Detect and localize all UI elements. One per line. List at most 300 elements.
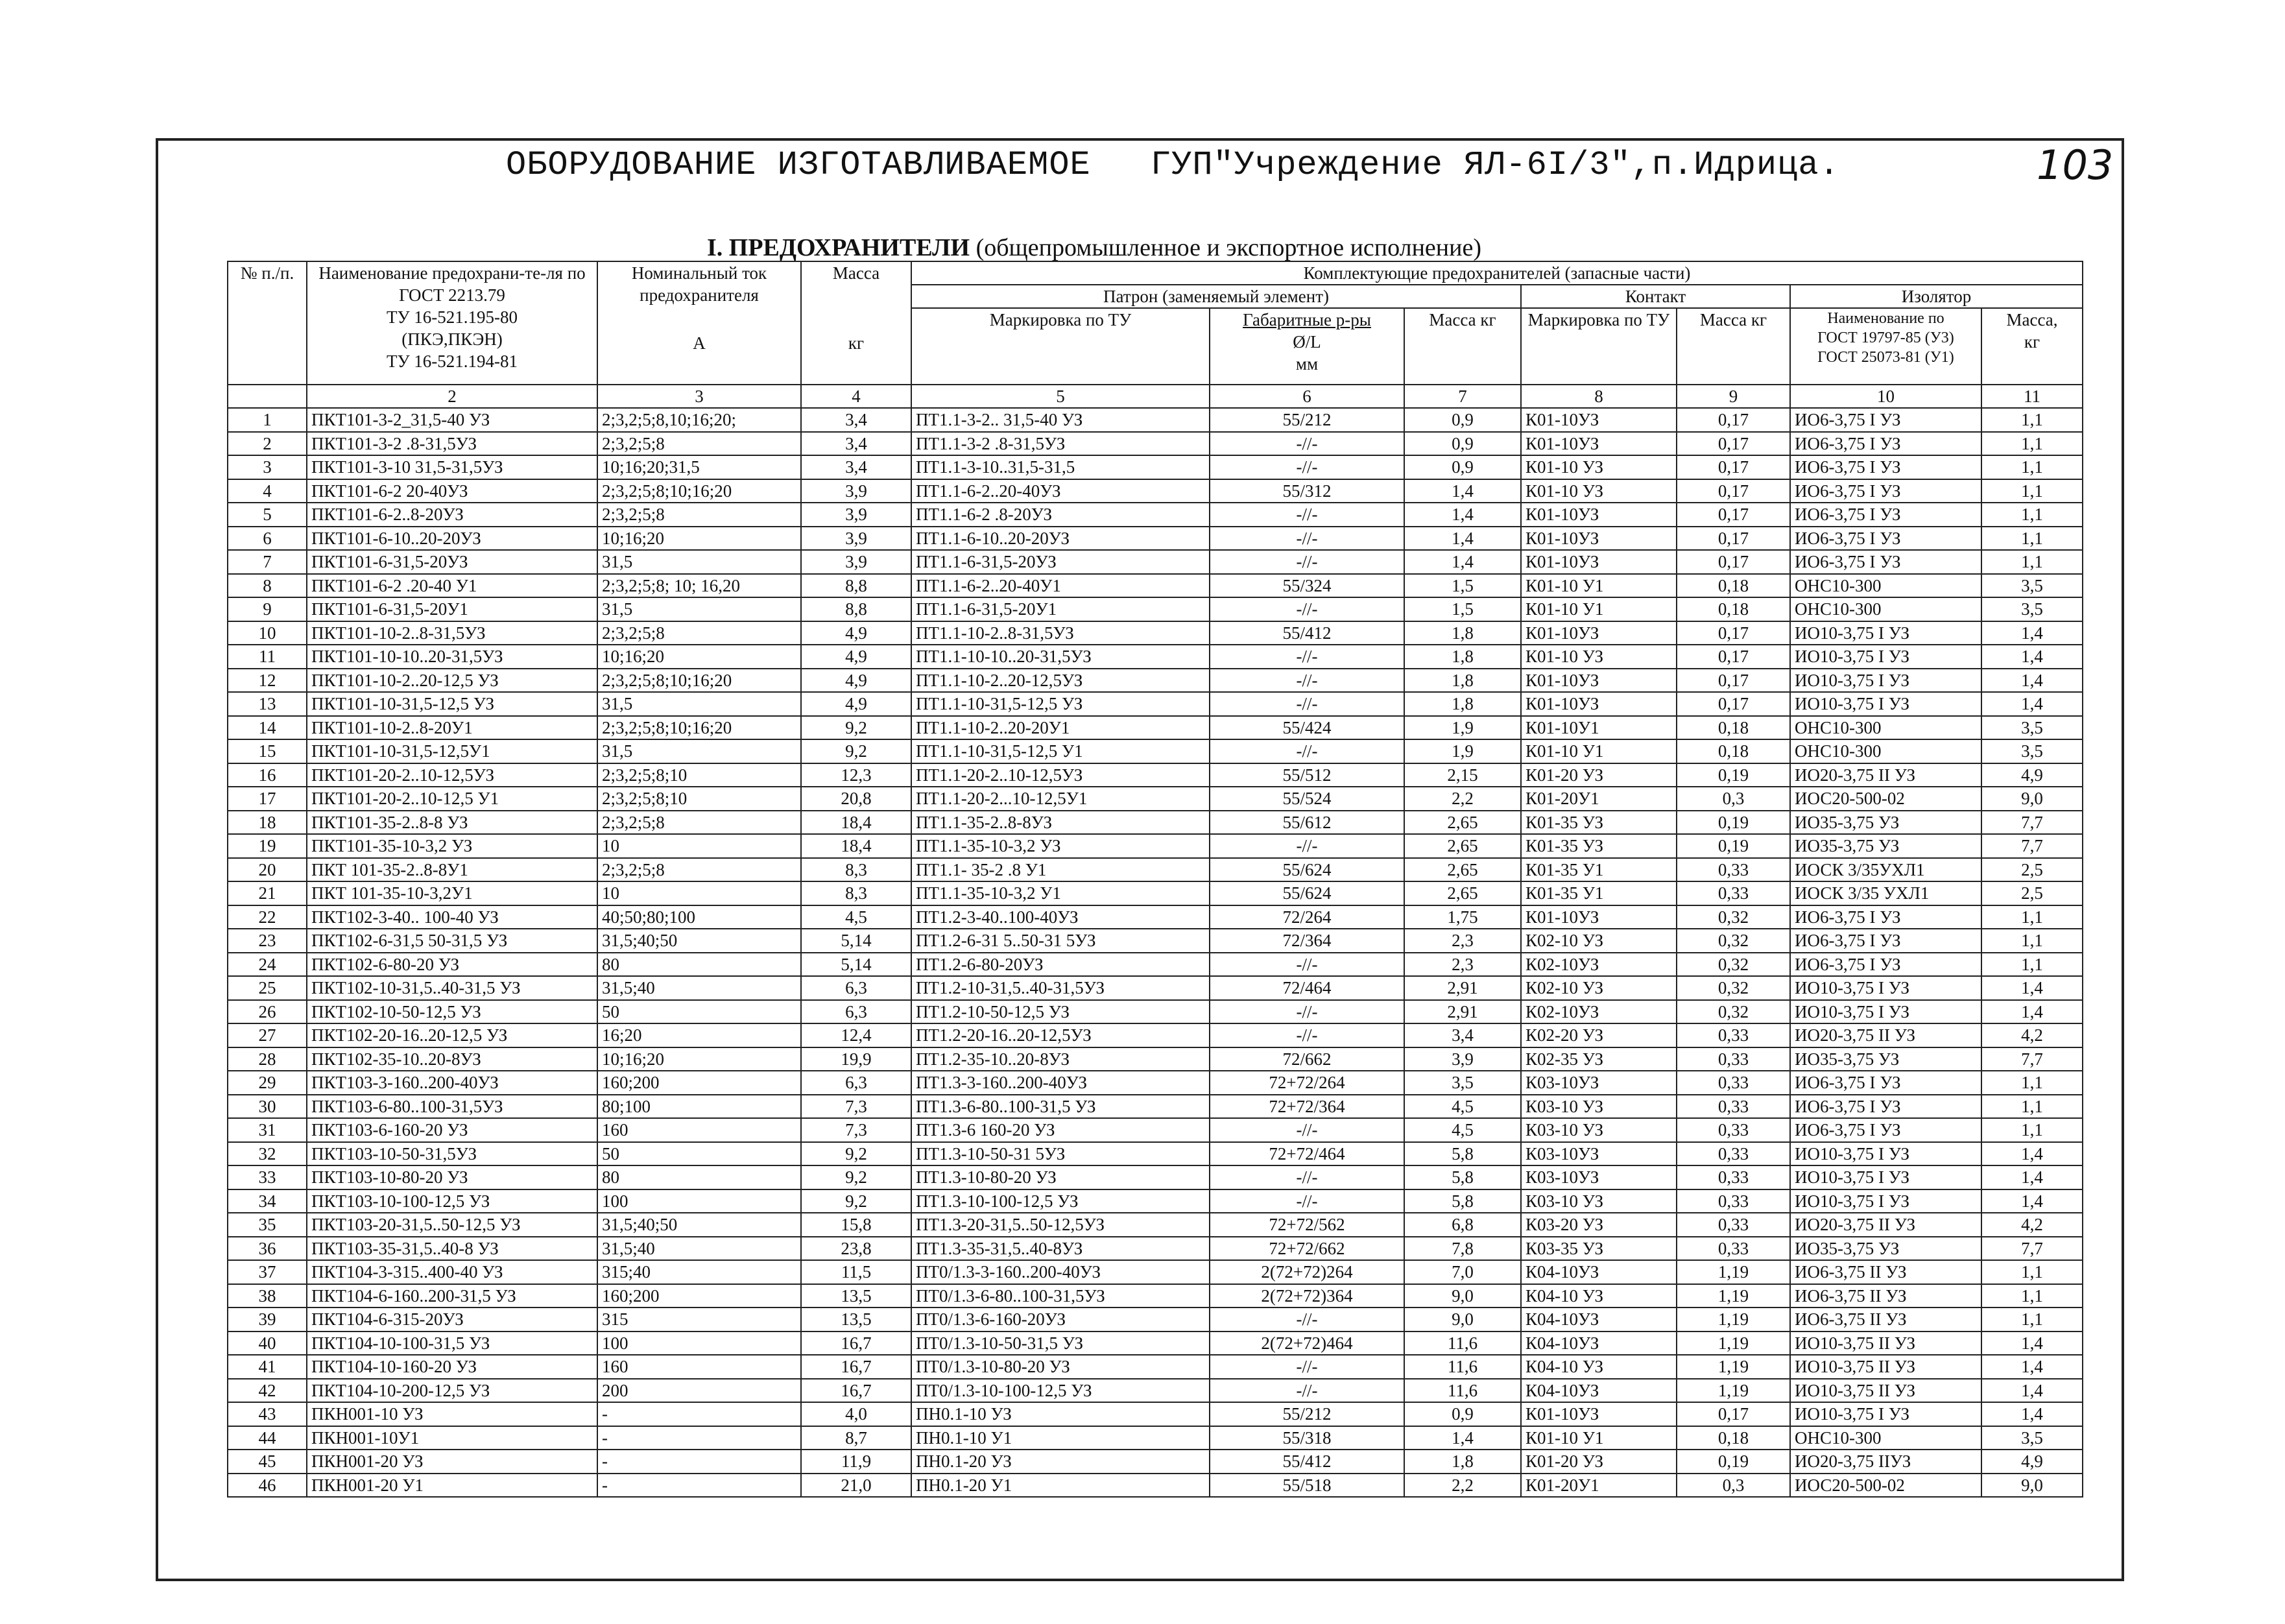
contact-marking-cell: К01-10УЗ xyxy=(1521,408,1677,432)
fuse-mass-cell: 9,2 xyxy=(801,1142,911,1166)
col-index-4: 4 xyxy=(801,385,911,408)
cartridge-mass-cell: 1,5 xyxy=(1404,574,1521,598)
row-number-cell: 23 xyxy=(228,929,307,953)
fuse-mass-cell: 4,9 xyxy=(801,645,911,669)
contact-marking-cell: К02-10 УЗ xyxy=(1521,976,1677,1000)
cartridge-marking-cell: ПТ1.1-10-2..20-20У1 xyxy=(911,716,1210,740)
contact-marking-cell: К01-10УЗ xyxy=(1521,1402,1677,1426)
fuse-mass-cell: 3,4 xyxy=(801,432,911,456)
insulator-mass-cell: 1,1 xyxy=(1981,503,2083,527)
col-header-current-label: Номинальный ток предохранителя xyxy=(631,263,767,305)
contact-mass-cell: 1,19 xyxy=(1677,1379,1790,1403)
row-number-cell: 22 xyxy=(228,905,307,929)
insulator-mass-cell: 7,7 xyxy=(1981,1047,2083,1071)
cartridge-mass-cell: 1,8 xyxy=(1404,645,1521,669)
contact-marking-cell: К04-10 УЗ xyxy=(1521,1284,1677,1308)
insulator-mass-cell: 3,5 xyxy=(1981,716,2083,740)
contact-marking-cell: К01-10 УЗ xyxy=(1521,455,1677,479)
row-number-cell: 33 xyxy=(228,1165,307,1189)
table-row xyxy=(228,1165,2083,1189)
table-row xyxy=(228,953,2083,977)
col-header-contact-marking: Маркировка по ТУ xyxy=(1521,308,1677,385)
fuse-mass-cell: 18,4 xyxy=(801,834,911,858)
cartridge-dimensions-cell: 55/212 xyxy=(1210,408,1404,432)
cartridge-mass-cell: 2,65 xyxy=(1404,858,1521,882)
table-row xyxy=(228,479,2083,503)
cartridge-mass-cell: 2,91 xyxy=(1404,1000,1521,1024)
contact-mass-cell: 0,17 xyxy=(1677,645,1790,669)
cartridge-dimensions-cell: 72+72/662 xyxy=(1210,1237,1404,1261)
contact-marking-cell: К01-20У1 xyxy=(1521,1474,1677,1498)
table-row xyxy=(228,1237,2083,1261)
cartridge-dimensions-cell: 72/264 xyxy=(1210,905,1404,929)
col-index-10: 10 xyxy=(1790,385,1981,408)
row-number-cell: 27 xyxy=(228,1023,307,1047)
col-header-ins-mass-unit: кг xyxy=(2024,332,2040,352)
cartridge-mass-cell: 2,65 xyxy=(1404,811,1521,835)
row-number-cell: 35 xyxy=(228,1213,307,1237)
table-row xyxy=(228,716,2083,740)
table-row xyxy=(228,1402,2083,1426)
table-row xyxy=(228,1189,2083,1213)
table-row xyxy=(228,881,2083,905)
insulator-name-cell: ИО6-3,75 II УЗ xyxy=(1790,1308,1981,1331)
fuse-name-cell: ПКТ102-20-16..20-12,5 УЗ xyxy=(307,1023,597,1047)
contact-mass-cell: 0,33 xyxy=(1677,881,1790,905)
col-header-insulator-mass xyxy=(1981,308,2083,385)
row-number-cell: 28 xyxy=(228,1047,307,1071)
fuse-name-cell: ПКТ 101-35-10-3,2У1 xyxy=(307,881,597,905)
cartridge-dimensions-cell: 72+72/464 xyxy=(1210,1142,1404,1166)
contact-marking-cell: К04-10УЗ xyxy=(1521,1308,1677,1331)
rated-current-cell: 2;3,2;5;8 xyxy=(597,503,801,527)
cartridge-dimensions-cell: 72/464 xyxy=(1210,976,1404,1000)
col-header-contact: Контакт xyxy=(1521,285,1790,308)
rated-current-cell: 80 xyxy=(597,1165,801,1189)
col-header-components: Комплектующие предохранителей (запасные части) xyxy=(911,261,2083,285)
cartridge-dimensions-cell: -//- xyxy=(1210,645,1404,669)
cartridge-mass-cell: 2,15 xyxy=(1404,763,1521,787)
fuse-name-cell: ПКТ 101-35-2..8-8У1 xyxy=(307,858,597,882)
fuse-mass-cell: 4,0 xyxy=(801,1402,911,1426)
cartridge-marking-cell: ПН0.1-10 У1 xyxy=(911,1426,1210,1450)
contact-mass-cell: 0,32 xyxy=(1677,905,1790,929)
insulator-name-cell: ОНС10-300 xyxy=(1790,574,1981,598)
row-number-cell: 24 xyxy=(228,953,307,977)
cartridge-marking-cell: ПТ1.3-10-50-31 5УЗ xyxy=(911,1142,1210,1166)
fuse-mass-cell: 13,5 xyxy=(801,1308,911,1331)
cartridge-dimensions-cell: 55/424 xyxy=(1210,716,1404,740)
insulator-name-cell: ОНС10-300 xyxy=(1790,739,1981,763)
row-number-cell: 15 xyxy=(228,739,307,763)
contact-marking-cell: К01-10УЗ xyxy=(1521,550,1677,574)
rated-current-cell: 10;16;20 xyxy=(597,645,801,669)
contact-marking-cell: К01-10УЗ xyxy=(1521,527,1677,551)
contact-marking-cell: К03-10УЗ xyxy=(1521,1165,1677,1189)
insulator-name-cell: ИО10-3,75 II УЗ xyxy=(1790,1331,1981,1355)
fuse-mass-cell: 20,8 xyxy=(801,787,911,811)
contact-mass-cell: 0,18 xyxy=(1677,716,1790,740)
row-number-cell: 31 xyxy=(228,1118,307,1142)
rated-current-cell: 2;3,2;5;8 xyxy=(597,621,801,645)
col-header-name xyxy=(307,261,597,385)
rated-current-cell: 50 xyxy=(597,1000,801,1024)
rated-current-cell: 80 xyxy=(597,953,801,977)
cartridge-dimensions-cell: -//- xyxy=(1210,1023,1404,1047)
cartridge-dimensions-cell: -//- xyxy=(1210,1118,1404,1142)
rated-current-cell: 160;200 xyxy=(597,1284,801,1308)
rated-current-cell: 31,5 xyxy=(597,550,801,574)
table-row xyxy=(228,1450,2083,1474)
cartridge-dimensions-cell: 2(72+72)264 xyxy=(1210,1260,1404,1284)
cartridge-dimensions-cell: 55/212 xyxy=(1210,1402,1404,1426)
row-number-cell: 6 xyxy=(228,527,307,551)
contact-marking-cell: К03-10 УЗ xyxy=(1521,1189,1677,1213)
row-number-cell: 46 xyxy=(228,1474,307,1498)
fuse-mass-cell: 3,9 xyxy=(801,550,911,574)
cartridge-marking-cell: ПТ1.3-3-160..200-40УЗ xyxy=(911,1071,1210,1095)
table-row xyxy=(228,739,2083,763)
cartridge-dimensions-cell: -//- xyxy=(1210,1000,1404,1024)
contact-mass-cell: 0,33 xyxy=(1677,1237,1790,1261)
insulator-mass-cell: 1,1 xyxy=(1981,1308,2083,1331)
insulator-name-cell: ИО6-3,75 II УЗ xyxy=(1790,1284,1981,1308)
insulator-mass-cell: 1,1 xyxy=(1981,408,2083,432)
insulator-mass-cell: 1,4 xyxy=(1981,1142,2083,1166)
contact-mass-cell: 1,19 xyxy=(1677,1260,1790,1284)
table-row xyxy=(228,503,2083,527)
fuse-name-cell: ПКТ102-6-80-20 УЗ xyxy=(307,953,597,977)
row-number-cell: 44 xyxy=(228,1426,307,1450)
cartridge-marking-cell: ПТ0/1.3-6-160-20УЗ xyxy=(911,1308,1210,1331)
col-header-mass-unit: кг xyxy=(848,333,865,353)
rated-current-cell: 31,5 xyxy=(597,692,801,716)
cartridge-marking-cell: ПН0.1-20 У1 xyxy=(911,1474,1210,1498)
contact-mass-cell: 0,17 xyxy=(1677,1402,1790,1426)
cartridge-mass-cell: 9,0 xyxy=(1404,1308,1521,1331)
cartridge-marking-cell: ПТ1.1-6-2 .8-20УЗ xyxy=(911,503,1210,527)
cartridge-marking-cell: ПТ1.1-3-2.. 31,5-40 УЗ xyxy=(911,408,1210,432)
cartridge-dimensions-cell: 72+72/264 xyxy=(1210,1071,1404,1095)
contact-marking-cell: К01-10У1 xyxy=(1521,716,1677,740)
cartridge-mass-cell: 5,8 xyxy=(1404,1142,1521,1166)
table-row xyxy=(228,597,2083,621)
cartridge-mass-cell: 3,9 xyxy=(1404,1047,1521,1071)
cartridge-mass-cell: 0,9 xyxy=(1404,432,1521,456)
fuse-name-cell: ПКТ103-3-160..200-40УЗ xyxy=(307,1071,597,1095)
table-row xyxy=(228,763,2083,787)
rated-current-cell: 315;40 xyxy=(597,1260,801,1284)
contact-mass-cell: 0,17 xyxy=(1677,692,1790,716)
insulator-mass-cell: 1,1 xyxy=(1981,550,2083,574)
fuse-name-cell: ПКТ101-20-2..10-12,5УЗ xyxy=(307,763,597,787)
fuse-mass-cell: 23,8 xyxy=(801,1237,911,1261)
contact-mass-cell: 0,33 xyxy=(1677,1142,1790,1166)
insulator-name-cell: ИО10-3,75 I УЗ xyxy=(1790,692,1981,716)
cartridge-mass-cell: 1,8 xyxy=(1404,692,1521,716)
contact-marking-cell: К03-10УЗ xyxy=(1521,1142,1677,1166)
col-header-name-line2: ТУ 16-521.195-80 xyxy=(386,307,518,327)
fuse-mass-cell: 7,3 xyxy=(801,1118,911,1142)
insulator-mass-cell: 1,1 xyxy=(1981,527,2083,551)
fuse-name-cell: ПКТ101-10-31,5-12,5У1 xyxy=(307,739,597,763)
insulator-mass-cell: 1,4 xyxy=(1981,645,2083,669)
cartridge-marking-cell: ПТ1.1- 35-2 .8 У1 xyxy=(911,858,1210,882)
contact-marking-cell: К01-10 У1 xyxy=(1521,739,1677,763)
fuse-name-cell: ПКН001-20 УЗ xyxy=(307,1450,597,1474)
table-row xyxy=(228,1071,2083,1095)
contact-marking-cell: К01-10 УЗ xyxy=(1521,645,1677,669)
col-index-2: 2 xyxy=(307,385,597,408)
insulator-name-cell: ИО35-3,75 УЗ xyxy=(1790,1047,1981,1071)
cartridge-mass-cell: 2,65 xyxy=(1404,834,1521,858)
contact-marking-cell: К01-10УЗ xyxy=(1521,503,1677,527)
fuse-name-cell: ПКТ101-6-2 .20-40 У1 xyxy=(307,574,597,598)
contact-mass-cell: 0,17 xyxy=(1677,455,1790,479)
insulator-mass-cell: 1,1 xyxy=(1981,432,2083,456)
cartridge-dimensions-cell: -//- xyxy=(1210,527,1404,551)
insulator-name-cell: ИО6-3,75 I УЗ xyxy=(1790,527,1981,551)
row-number-cell: 11 xyxy=(228,645,307,669)
col-header-cartridge-dimensions xyxy=(1210,308,1404,385)
fuse-name-cell: ПКТ104-10-100-31,5 УЗ xyxy=(307,1331,597,1355)
contact-mass-cell: 0,33 xyxy=(1677,1071,1790,1095)
row-number-cell: 14 xyxy=(228,716,307,740)
contact-marking-cell: К01-10УЗ xyxy=(1521,669,1677,693)
table-row xyxy=(228,1379,2083,1403)
rated-current-cell: 2;3,2;5;8 xyxy=(597,858,801,882)
insulator-name-cell: ИО6-3,75 I УЗ xyxy=(1790,503,1981,527)
table-row xyxy=(228,1095,2083,1119)
contact-marking-cell: К01-20У1 xyxy=(1521,787,1677,811)
cartridge-marking-cell: ПТ0/1.3-3-160..200-40УЗ xyxy=(911,1260,1210,1284)
contact-mass-cell: 0,18 xyxy=(1677,739,1790,763)
frame-left-border xyxy=(156,138,158,1581)
insulator-name-cell: ИО10-3,75 I УЗ xyxy=(1790,1402,1981,1426)
cartridge-dimensions-cell: 55/512 xyxy=(1210,763,1404,787)
insulator-mass-cell: 1,4 xyxy=(1981,669,2083,693)
col-header-num: № п./п. xyxy=(228,261,307,385)
fuse-name-cell: ПКТ104-3-315..400-40 УЗ xyxy=(307,1260,597,1284)
cartridge-mass-cell: 3,5 xyxy=(1404,1071,1521,1095)
cartridge-marking-cell: ПТ1.2-35-10..20-8УЗ xyxy=(911,1047,1210,1071)
cartridge-dimensions-cell: 55/318 xyxy=(1210,1426,1404,1450)
contact-marking-cell: К02-20 УЗ xyxy=(1521,1023,1677,1047)
col-header-mass-label: Масса xyxy=(832,263,880,283)
insulator-name-cell: ИО6-3,75 I УЗ xyxy=(1790,479,1981,503)
fuse-mass-cell: 8,3 xyxy=(801,858,911,882)
insulator-mass-cell: 7,7 xyxy=(1981,811,2083,835)
table-row xyxy=(228,1284,2083,1308)
rated-current-cell: 2;3,2;5;8;10;16;20 xyxy=(597,669,801,693)
insulator-name-cell: ИО6-3,75 II УЗ xyxy=(1790,1260,1981,1284)
cartridge-mass-cell: 1,75 xyxy=(1404,905,1521,929)
cartridge-dimensions-cell: 72/364 xyxy=(1210,929,1404,953)
insulator-mass-cell: 1,1 xyxy=(1981,1095,2083,1119)
contact-mass-cell: 0,19 xyxy=(1677,1450,1790,1474)
cartridge-mass-cell: 0,9 xyxy=(1404,455,1521,479)
cartridge-mass-cell: 0,9 xyxy=(1404,1402,1521,1426)
cartridge-marking-cell: ПТ1.1-10-31,5-12,5 УЗ xyxy=(911,692,1210,716)
cartridge-dimensions-cell: 55/412 xyxy=(1210,621,1404,645)
cartridge-marking-cell: ПТ1.1-20-2...10-12,5У1 xyxy=(911,787,1210,811)
insulator-name-cell: ИО10-3,75 I УЗ xyxy=(1790,1142,1981,1166)
row-number-cell: 3 xyxy=(228,455,307,479)
insulator-mass-cell: 1,4 xyxy=(1981,976,2083,1000)
fuse-name-cell: ПКТ102-10-31,5..40-31,5 УЗ xyxy=(307,976,597,1000)
cartridge-marking-cell: ПТ1.3-6-80..100-31,5 УЗ xyxy=(911,1095,1210,1119)
cartridge-mass-cell: 1,4 xyxy=(1404,479,1521,503)
cartridge-marking-cell: ПТ1.3-35-31,5..40-8УЗ xyxy=(911,1237,1210,1261)
row-number-cell: 5 xyxy=(228,503,307,527)
table-row xyxy=(228,1213,2083,1237)
insulator-mass-cell: 1,4 xyxy=(1981,1402,2083,1426)
cartridge-marking-cell: ПТ1.1-6-2..20-40У1 xyxy=(911,574,1210,598)
fuse-mass-cell: 3,9 xyxy=(801,479,911,503)
insulator-mass-cell: 4,2 xyxy=(1981,1213,2083,1237)
cartridge-marking-cell: ПТ0/1.3-10-50-31,5 УЗ xyxy=(911,1331,1210,1355)
header-organization: ГУП"Учреждение ЯЛ-6I/3",п.Идрица. xyxy=(1150,146,1840,184)
table-row xyxy=(228,550,2083,574)
rated-current-cell: 31,5;40 xyxy=(597,1237,801,1261)
table-row xyxy=(228,834,2083,858)
row-number-cell: 26 xyxy=(228,1000,307,1024)
cartridge-mass-cell: 2,3 xyxy=(1404,929,1521,953)
row-number-cell: 25 xyxy=(228,976,307,1000)
cartridge-marking-cell: ПТ1.2-6-80-20УЗ xyxy=(911,953,1210,977)
insulator-name-cell: ОНС10-300 xyxy=(1790,716,1981,740)
col-header-insulator: Изолятор xyxy=(1790,285,2083,308)
cartridge-marking-cell: ПТ1.3-20-31,5..50-12,5УЗ xyxy=(911,1213,1210,1237)
contact-marking-cell: К01-10УЗ xyxy=(1521,432,1677,456)
cartridge-dimensions-cell: 2(72+72)364 xyxy=(1210,1284,1404,1308)
insulator-mass-cell: 1,4 xyxy=(1981,1331,2083,1355)
contact-mass-cell: 0,17 xyxy=(1677,408,1790,432)
contact-mass-cell: 0,32 xyxy=(1677,976,1790,1000)
cartridge-dimensions-cell: -//- xyxy=(1210,432,1404,456)
col-index-5: 5 xyxy=(911,385,1210,408)
fuse-name-cell: ПКТ103-20-31,5..50-12,5 УЗ xyxy=(307,1213,597,1237)
fuse-name-cell: ПКТ102-10-50-12,5 УЗ xyxy=(307,1000,597,1024)
fuse-mass-cell: 8,3 xyxy=(801,881,911,905)
cartridge-dimensions-cell: 55/324 xyxy=(1210,574,1404,598)
section-title-rest: (общепромышленное и экспортное исполнение) xyxy=(975,234,1481,261)
cartridge-dimensions-cell: 72/662 xyxy=(1210,1047,1404,1071)
row-number-cell: 7 xyxy=(228,550,307,574)
cartridge-dimensions-cell: -//- xyxy=(1210,739,1404,763)
table-row xyxy=(228,669,2083,693)
contact-marking-cell: К01-10 У1 xyxy=(1521,1426,1677,1450)
row-number-cell: 37 xyxy=(228,1260,307,1284)
contact-marking-cell: К01-10УЗ xyxy=(1521,621,1677,645)
cartridge-dimensions-cell: -//- xyxy=(1210,1379,1404,1403)
col-header-name-line4: ТУ 16-521.194-81 xyxy=(386,352,518,371)
contact-mass-cell: 0,33 xyxy=(1677,858,1790,882)
fuse-name-cell: ПКТ101-20-2..10-12,5 У1 xyxy=(307,787,597,811)
fuse-mass-cell: 8,8 xyxy=(801,597,911,621)
col-header-name-line3: (ПКЭ,ПКЭН) xyxy=(401,329,503,349)
fuse-mass-cell: 6,3 xyxy=(801,1000,911,1024)
fuse-name-cell: ПКТ104-10-160-20 УЗ xyxy=(307,1355,597,1379)
insulator-mass-cell: 7,7 xyxy=(1981,1237,2083,1261)
row-number-cell: 8 xyxy=(228,574,307,598)
cartridge-mass-cell: 1,4 xyxy=(1404,1426,1521,1450)
frame-bottom-border xyxy=(156,1579,2124,1581)
cartridge-dimensions-cell: -//- xyxy=(1210,953,1404,977)
row-number-cell: 16 xyxy=(228,763,307,787)
contact-mass-cell: 0,3 xyxy=(1677,787,1790,811)
cartridge-mass-cell: 2,91 xyxy=(1404,976,1521,1000)
cartridge-mass-cell: 2,3 xyxy=(1404,953,1521,977)
section-title-bold: I. ПРЕДОХРАНИТЕЛИ xyxy=(707,234,970,261)
cartridge-mass-cell: 4,5 xyxy=(1404,1095,1521,1119)
cartridge-mass-cell: 1,5 xyxy=(1404,597,1521,621)
fuse-mass-cell: 4,9 xyxy=(801,692,911,716)
fuse-mass-cell: 12,4 xyxy=(801,1023,911,1047)
table-row xyxy=(228,1023,2083,1047)
row-number-cell: 42 xyxy=(228,1379,307,1403)
table-row xyxy=(228,1260,2083,1284)
insulator-mass-cell: 1,1 xyxy=(1981,905,2083,929)
fuse-name-cell: ПКТ101-10-2..8-20У1 xyxy=(307,716,597,740)
col-header-contact-mass: Масса кг xyxy=(1677,308,1790,385)
fuse-name-cell: ПКТ101-6-2 20-40УЗ xyxy=(307,479,597,503)
fuse-mass-cell: 19,9 xyxy=(801,1047,911,1071)
fuse-mass-cell: 9,2 xyxy=(801,1165,911,1189)
cartridge-marking-cell: ПТ1.1-6-31,5-20УЗ xyxy=(911,550,1210,574)
rated-current-cell: 2;3,2;5;8 xyxy=(597,811,801,835)
insulator-name-cell: ИО10-3,75 I УЗ xyxy=(1790,621,1981,645)
insulator-name-cell: ИО6-3,75 I УЗ xyxy=(1790,953,1981,977)
insulator-name-cell: ОНС10-300 xyxy=(1790,597,1981,621)
fuse-mass-cell: 9,2 xyxy=(801,1189,911,1213)
insulator-mass-cell: 3,5 xyxy=(1981,574,2083,598)
cartridge-marking-cell: ПТ1.3-6 160-20 УЗ xyxy=(911,1118,1210,1142)
rated-current-cell: 16;20 xyxy=(597,1023,801,1047)
col-header-mass xyxy=(801,261,911,385)
rated-current-cell: 160;200 xyxy=(597,1071,801,1095)
table-row xyxy=(228,858,2083,882)
insulator-name-cell: ИО10-3,75 I УЗ xyxy=(1790,976,1981,1000)
row-number-cell: 10 xyxy=(228,621,307,645)
insulator-mass-cell: 1,4 xyxy=(1981,1379,2083,1403)
contact-marking-cell: К02-35 УЗ xyxy=(1521,1047,1677,1071)
insulator-mass-cell: 4,9 xyxy=(1981,1450,2083,1474)
frame-right-border xyxy=(2122,138,2124,1581)
cartridge-mass-cell: 6,8 xyxy=(1404,1213,1521,1237)
col-header-cartridge: Патрон (заменяемый элемент) xyxy=(911,285,1521,308)
fuse-name-cell: ПКТ101-3-2_31,5-40 УЗ xyxy=(307,408,597,432)
col-header-name-line1: Наименование предохрани-те-ля по ГОСТ 2213.79 xyxy=(318,263,586,305)
fuse-name-cell: ПКТ103-6-80..100-31,5УЗ xyxy=(307,1095,597,1119)
table-row xyxy=(228,527,2083,551)
insulator-mass-cell: 1,1 xyxy=(1981,479,2083,503)
table-row xyxy=(228,905,2083,929)
insulator-name-cell: ИО20-3,75 II УЗ xyxy=(1790,1023,1981,1047)
insulator-name-cell: ИОСК 3/35УХЛ1 xyxy=(1790,858,1981,882)
insulator-name-cell: ИО10-3,75 I УЗ xyxy=(1790,1000,1981,1024)
cartridge-dimensions-cell: 2(72+72)464 xyxy=(1210,1331,1404,1355)
fuse-name-cell: ПКТ101-3-2 .8-31,5УЗ xyxy=(307,432,597,456)
cartridge-dimensions-cell: 55/412 xyxy=(1210,1450,1404,1474)
contact-marking-cell: К04-10УЗ xyxy=(1521,1260,1677,1284)
fuse-mass-cell: 13,5 xyxy=(801,1284,911,1308)
fuse-mass-cell: 5,14 xyxy=(801,929,911,953)
insulator-mass-cell: 1,4 xyxy=(1981,1189,2083,1213)
contact-mass-cell: 0,33 xyxy=(1677,1165,1790,1189)
contact-marking-cell: К03-10 УЗ xyxy=(1521,1118,1677,1142)
insulator-mass-cell: 1,1 xyxy=(1981,1118,2083,1142)
